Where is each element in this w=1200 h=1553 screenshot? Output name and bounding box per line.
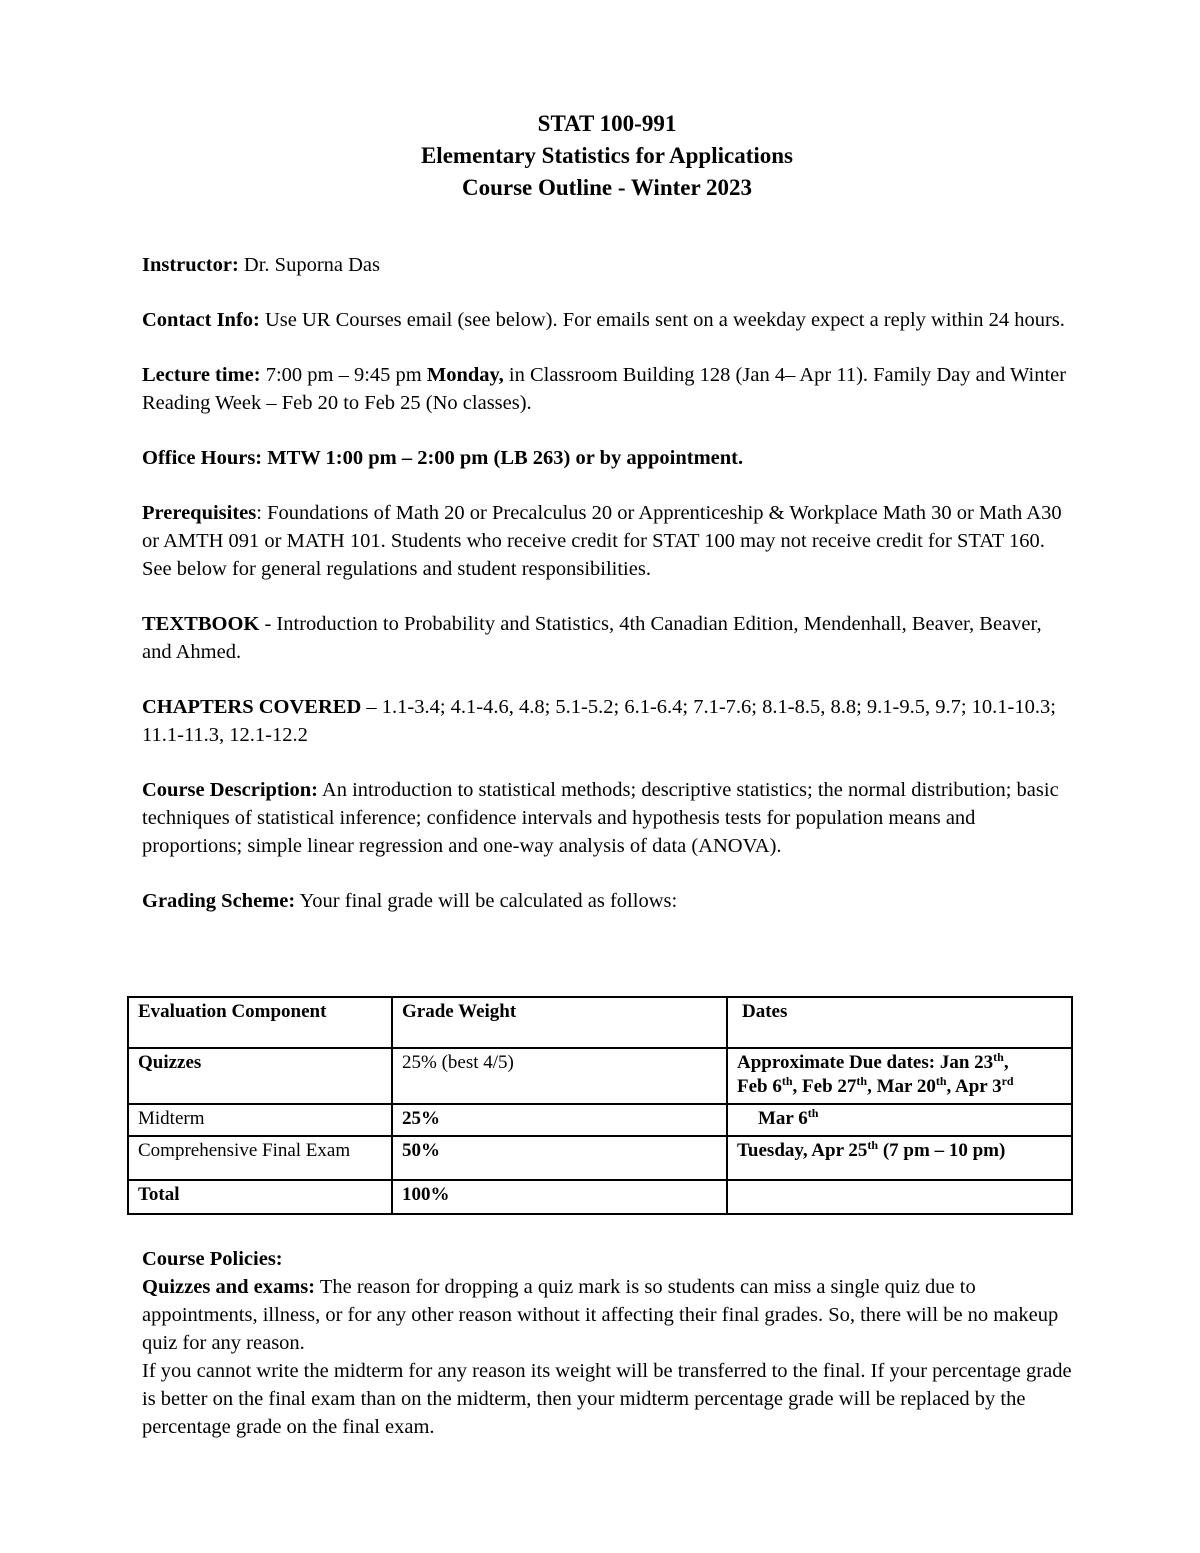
course-code: STAT 100-991: [537, 111, 677, 136]
lecture-time: 7:00 pm – 9:45 pm: [260, 364, 427, 386]
row-dates: Mar 6th: [727, 1104, 1072, 1136]
table-header-row: [128, 997, 1072, 1048]
prerequisites-text: : Foundations of Math 20 or Precalculus 20 or Apprenticeship & Workplace Math 30 or Math A30 or AMTH 091 or MATH 101. Students who receive credit for STAT 100 may not receive credit for STAT 160. See below for general regulations and student responsibilities.: [142, 502, 1062, 580]
grading-label: Grading Scheme:: [142, 890, 296, 912]
grading-line: [142, 887, 1072, 915]
quizzes-policy: [142, 1273, 1072, 1357]
table-row: [128, 1180, 1072, 1214]
textbook-text: - Introduction to Probability and Statistics, 4th Canadian Edition, Mendenhall, Beaver, Beaver, and Ahmed.: [142, 613, 1042, 663]
chapters-line: [142, 693, 1072, 749]
quizzes-policy-text: The reason for dropping a quiz mark is so students can miss a single quiz due to appointments, illness, or for any other reason without it affecting their final grades. So, there will be no makeup quiz for any reason.: [142, 1276, 1059, 1354]
document-page: [138, 108, 1072, 1438]
prerequisites-line: [142, 499, 1072, 583]
description-text: An introduction to statistical methods; descriptive statistics; the normal distribution; basic techniques of statistical inference; confidence intervals and hypothesis tests for population means and proportions; simple linear regression and one-way analysis of data (ANOVA).: [142, 779, 1059, 857]
lecture-details: in Classroom Building 128 (Jan 4– Apr 11). Family Day and Winter Reading Week – Feb 20 to Feb 25 (No classes).: [142, 364, 1067, 414]
instructor-label: Instructor:: [142, 254, 239, 276]
office-hours-line: [142, 444, 1072, 472]
row-weight: 50%: [392, 1136, 727, 1180]
quizzes-policy-label: Quizzes and exams:: [142, 1276, 316, 1298]
instructor-name: Dr. Suporna Das: [238, 254, 381, 276]
contact-line: [142, 306, 1072, 334]
prerequisites-label: Prerequisites: [142, 502, 257, 524]
textbook-line: [142, 610, 1072, 666]
contact-text: Use UR Courses email (see below). For emails sent on a weekday expect a reply within 24 hours.: [259, 309, 1065, 331]
table-row: [128, 1048, 1072, 1104]
row-weight: 100%: [392, 1180, 727, 1214]
table-row: [128, 1104, 1072, 1136]
outline-title: Course Outline - Winter 2023: [461, 175, 753, 200]
header-weight: Grade Weight: [392, 997, 727, 1048]
midterm-policy: If you cannot write the midterm for any reason its weight will be transferred to the final. If your percentage grade is better on the final exam than on the midterm, then your midterm percentage grade will be replaced by the percentage grade on the final exam.: [142, 1360, 1072, 1438]
row-component: Quizzes: [128, 1048, 392, 1104]
grading-text: Your final grade will be calculated as follows:: [295, 890, 678, 912]
row-dates: Tuesday, Apr 25th (7 pm – 10 pm): [727, 1136, 1072, 1180]
chapters-label: CHAPTERS COVERED: [142, 696, 362, 718]
lecture-line: [142, 361, 1072, 417]
instructor-line: [142, 251, 1072, 279]
header-component: Evaluation Component: [128, 997, 392, 1048]
office-hours: Office Hours: MTW 1:00 pm – 2:00 pm (LB 263) or by appointment.: [142, 447, 744, 469]
chapters-text: – 1.1-3.4; 4.1-4.6, 4.8; 5.1-5.2; 6.1-6.4; 7.1-7.6; 8.1-8.5, 8.8; 9.1-9.5, 9.7; 10.1-10.3; 11.1-11.3, 12.1-12.2: [142, 696, 1056, 746]
row-weight: 25%: [392, 1104, 727, 1136]
grading-table: [127, 996, 1073, 1215]
table-row: [128, 1136, 1072, 1180]
row-component: Midterm: [128, 1104, 392, 1136]
header-dates: Dates: [727, 997, 1072, 1048]
row-weight: 25% (best 4/5): [392, 1048, 727, 1104]
row-dates: Approximate Due dates: Jan 23th, Feb 6th, Feb 27th, Mar 20th, Apr 3rd: [727, 1048, 1072, 1104]
contact-label: Contact Info:: [142, 309, 260, 331]
row-component: Comprehensive Final Exam: [128, 1136, 392, 1180]
description-line: [142, 776, 1072, 860]
row-component: Total: [128, 1180, 392, 1214]
lecture-day: Monday,: [426, 364, 504, 386]
title-block: [142, 108, 1072, 204]
textbook-label: TEXTBOOK: [142, 613, 260, 635]
course-name: Elementary Statistics for Applications: [420, 143, 794, 168]
lecture-label: Lecture time:: [142, 364, 261, 386]
row-dates: [727, 1180, 1072, 1214]
course-policies: [142, 1245, 1072, 1441]
policies-heading: Course Policies:: [142, 1248, 283, 1270]
description-label: Course Description:: [142, 779, 318, 801]
